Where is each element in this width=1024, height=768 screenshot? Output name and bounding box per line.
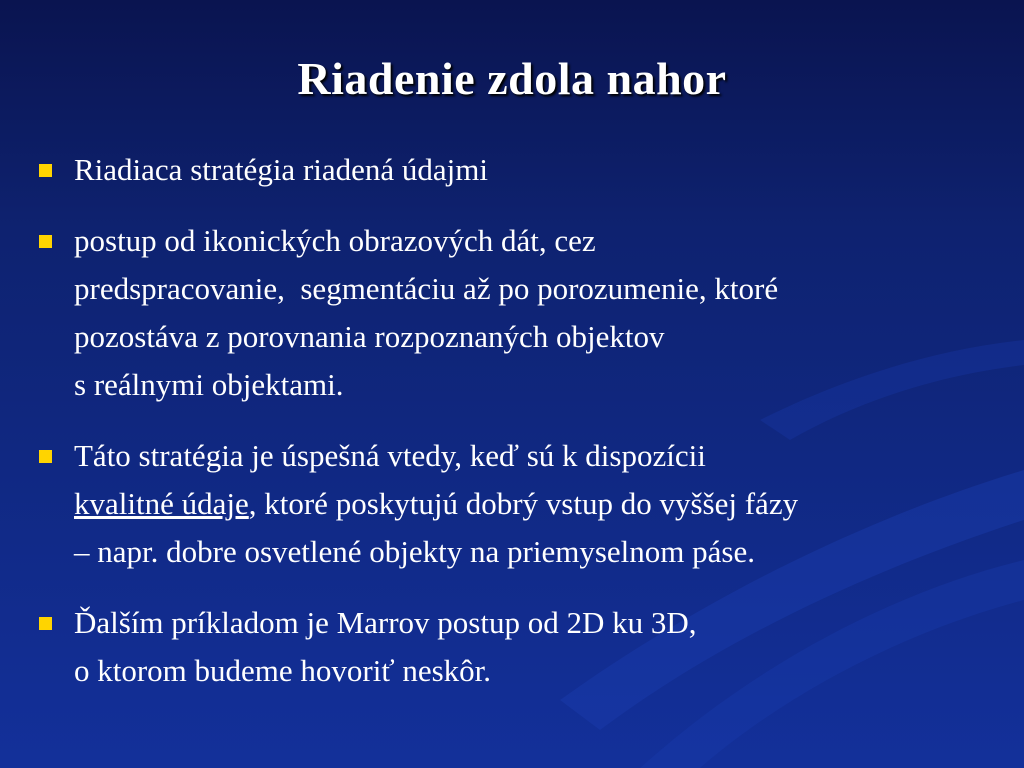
bullet-line: s reálnymi objektami. (74, 367, 344, 402)
underlined-phrase: kvalitné údaje (74, 486, 249, 521)
square-bullet-icon (39, 450, 52, 463)
bullet-line: postup od ikonických obrazových dát, cez (74, 223, 596, 258)
bullet-line: Ďalším príkladom je Marrov postup od 2D ku 3D, (74, 605, 697, 640)
square-bullet-icon (39, 617, 52, 630)
bullet-line (74, 480, 986, 528)
bullet-line: Riadiaca stratégia riadená údajmi (74, 152, 489, 187)
bullet-line: pozostáva z porovnania rozpoznaných objektov (74, 319, 665, 354)
bullet-line: Táto stratégia je úspešná vtedy, keď sú k dispozícii (74, 438, 706, 473)
bullet-item (36, 432, 986, 576)
bullet-line: o ktorom budeme hovoriť neskôr. (74, 653, 492, 688)
bullet-line: – napr. dobre osvetlené objekty na priemyselnom páse. (74, 534, 755, 569)
square-bullet-icon (39, 235, 52, 248)
bullet-item (36, 599, 986, 695)
bullet-list (36, 146, 986, 718)
square-bullet-icon (39, 164, 52, 177)
slide-title: Riadenie zdola nahor (297, 53, 727, 104)
bullet-line: predspracovanie, segmentáciu až po porozumenie, ktoré (74, 271, 779, 306)
bullet-line-rest: , ktoré poskytujú dobrý vstup do vyššej fázy (248, 486, 799, 521)
bullet-item (36, 217, 986, 409)
bullet-item (36, 146, 986, 194)
